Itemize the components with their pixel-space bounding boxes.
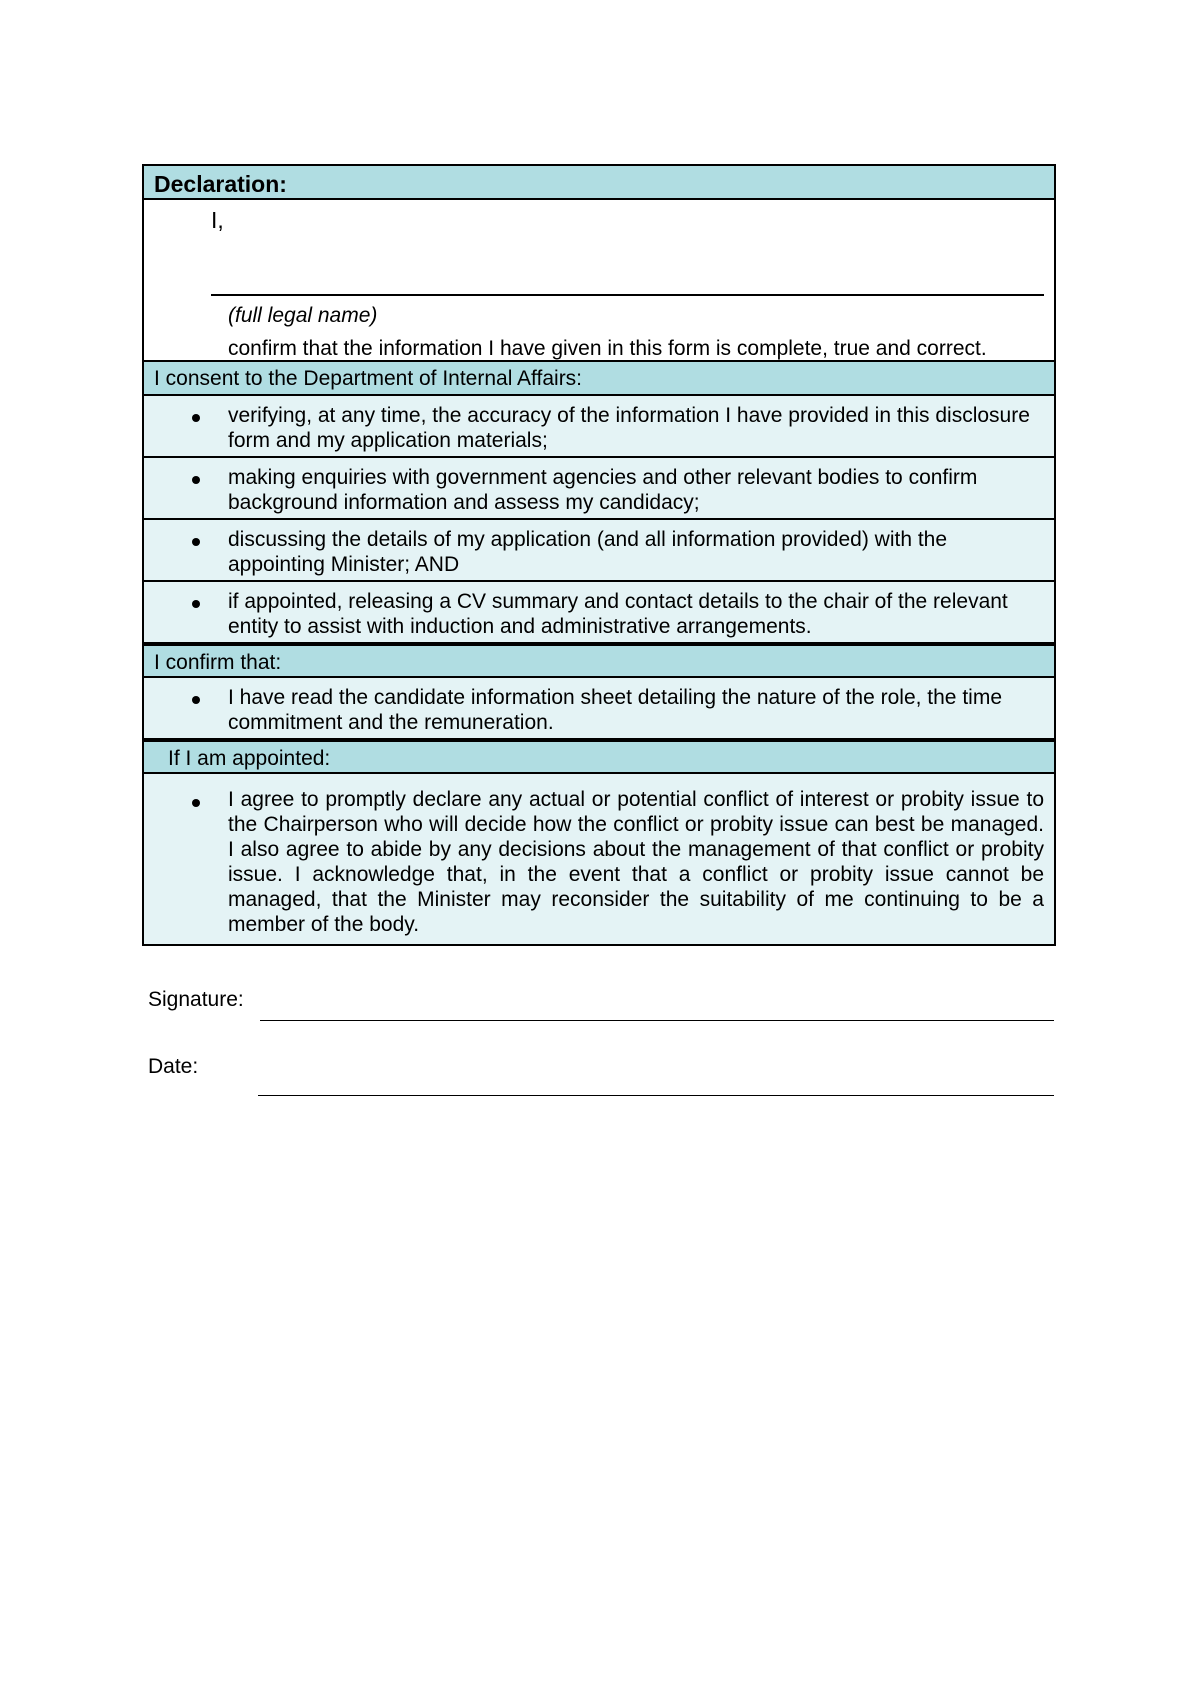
declaration-i-label: I, [211, 207, 224, 233]
appointed-item [144, 774, 1054, 944]
consent-item [144, 520, 1054, 582]
appointed-heading: If I am appointed: [144, 740, 1054, 774]
bullet-icon [192, 696, 200, 704]
full-legal-name-field[interactable] [211, 294, 1044, 296]
bullet-icon [192, 600, 200, 608]
date-label: Date: [148, 1055, 199, 1078]
appointed-item-text: I agree to promptly declare any actual or potential conflict of interest or probity issue to the Chairperson who will decide how the conflict or probity issue can best be managed. I also agree to abide by any decisions about the management of that conflict or probity issue. I acknowledge that, in the event that a conflict or probity issue cannot be managed, that the Minister may reconsider the suitability of me continuing to be a member of the body. [228, 788, 1044, 936]
full-legal-name-hint: (full legal name) [228, 304, 378, 327]
consent-item [144, 396, 1054, 458]
declaration-body [144, 200, 1054, 362]
confirm-item [144, 678, 1054, 740]
declaration-heading: Declaration: [144, 166, 1054, 200]
declaration-form [142, 164, 1056, 946]
bullet-icon [192, 476, 200, 484]
consent-item [144, 582, 1054, 644]
bullet-icon [192, 538, 200, 546]
consent-item-text: discussing the details of my application (and all information provided) with the appointing Minister; AND [228, 528, 948, 576]
consent-item-text: verifying, at any time, the accuracy of the information I have provided in this disclosure form and my application materials; [228, 404, 1030, 452]
consent-item-text: if appointed, releasing a CV summary and contact details to the chair of the relevant entity to assist with induction and administrative arrangements. [228, 590, 1008, 638]
signature-label: Signature: [148, 988, 244, 1011]
date-field[interactable] [258, 1095, 1054, 1096]
bullet-icon [192, 799, 200, 807]
confirm-item-text: I have read the candidate information sheet detailing the nature of the role, the time commitment and the remuneration. [228, 686, 1002, 734]
bullet-icon [192, 414, 200, 422]
signature-field[interactable] [260, 1020, 1054, 1021]
consent-item [144, 458, 1054, 520]
declaration-confirm-text: confirm that the information I have given in this form is complete, true and correct. [228, 337, 987, 360]
consent-item-text: making enquiries with government agencies and other relevant bodies to confirm background information and assess my candidacy; [228, 466, 978, 514]
consent-heading: I consent to the Department of Internal Affairs: [144, 362, 1054, 396]
confirm-heading: I confirm that: [144, 644, 1054, 678]
